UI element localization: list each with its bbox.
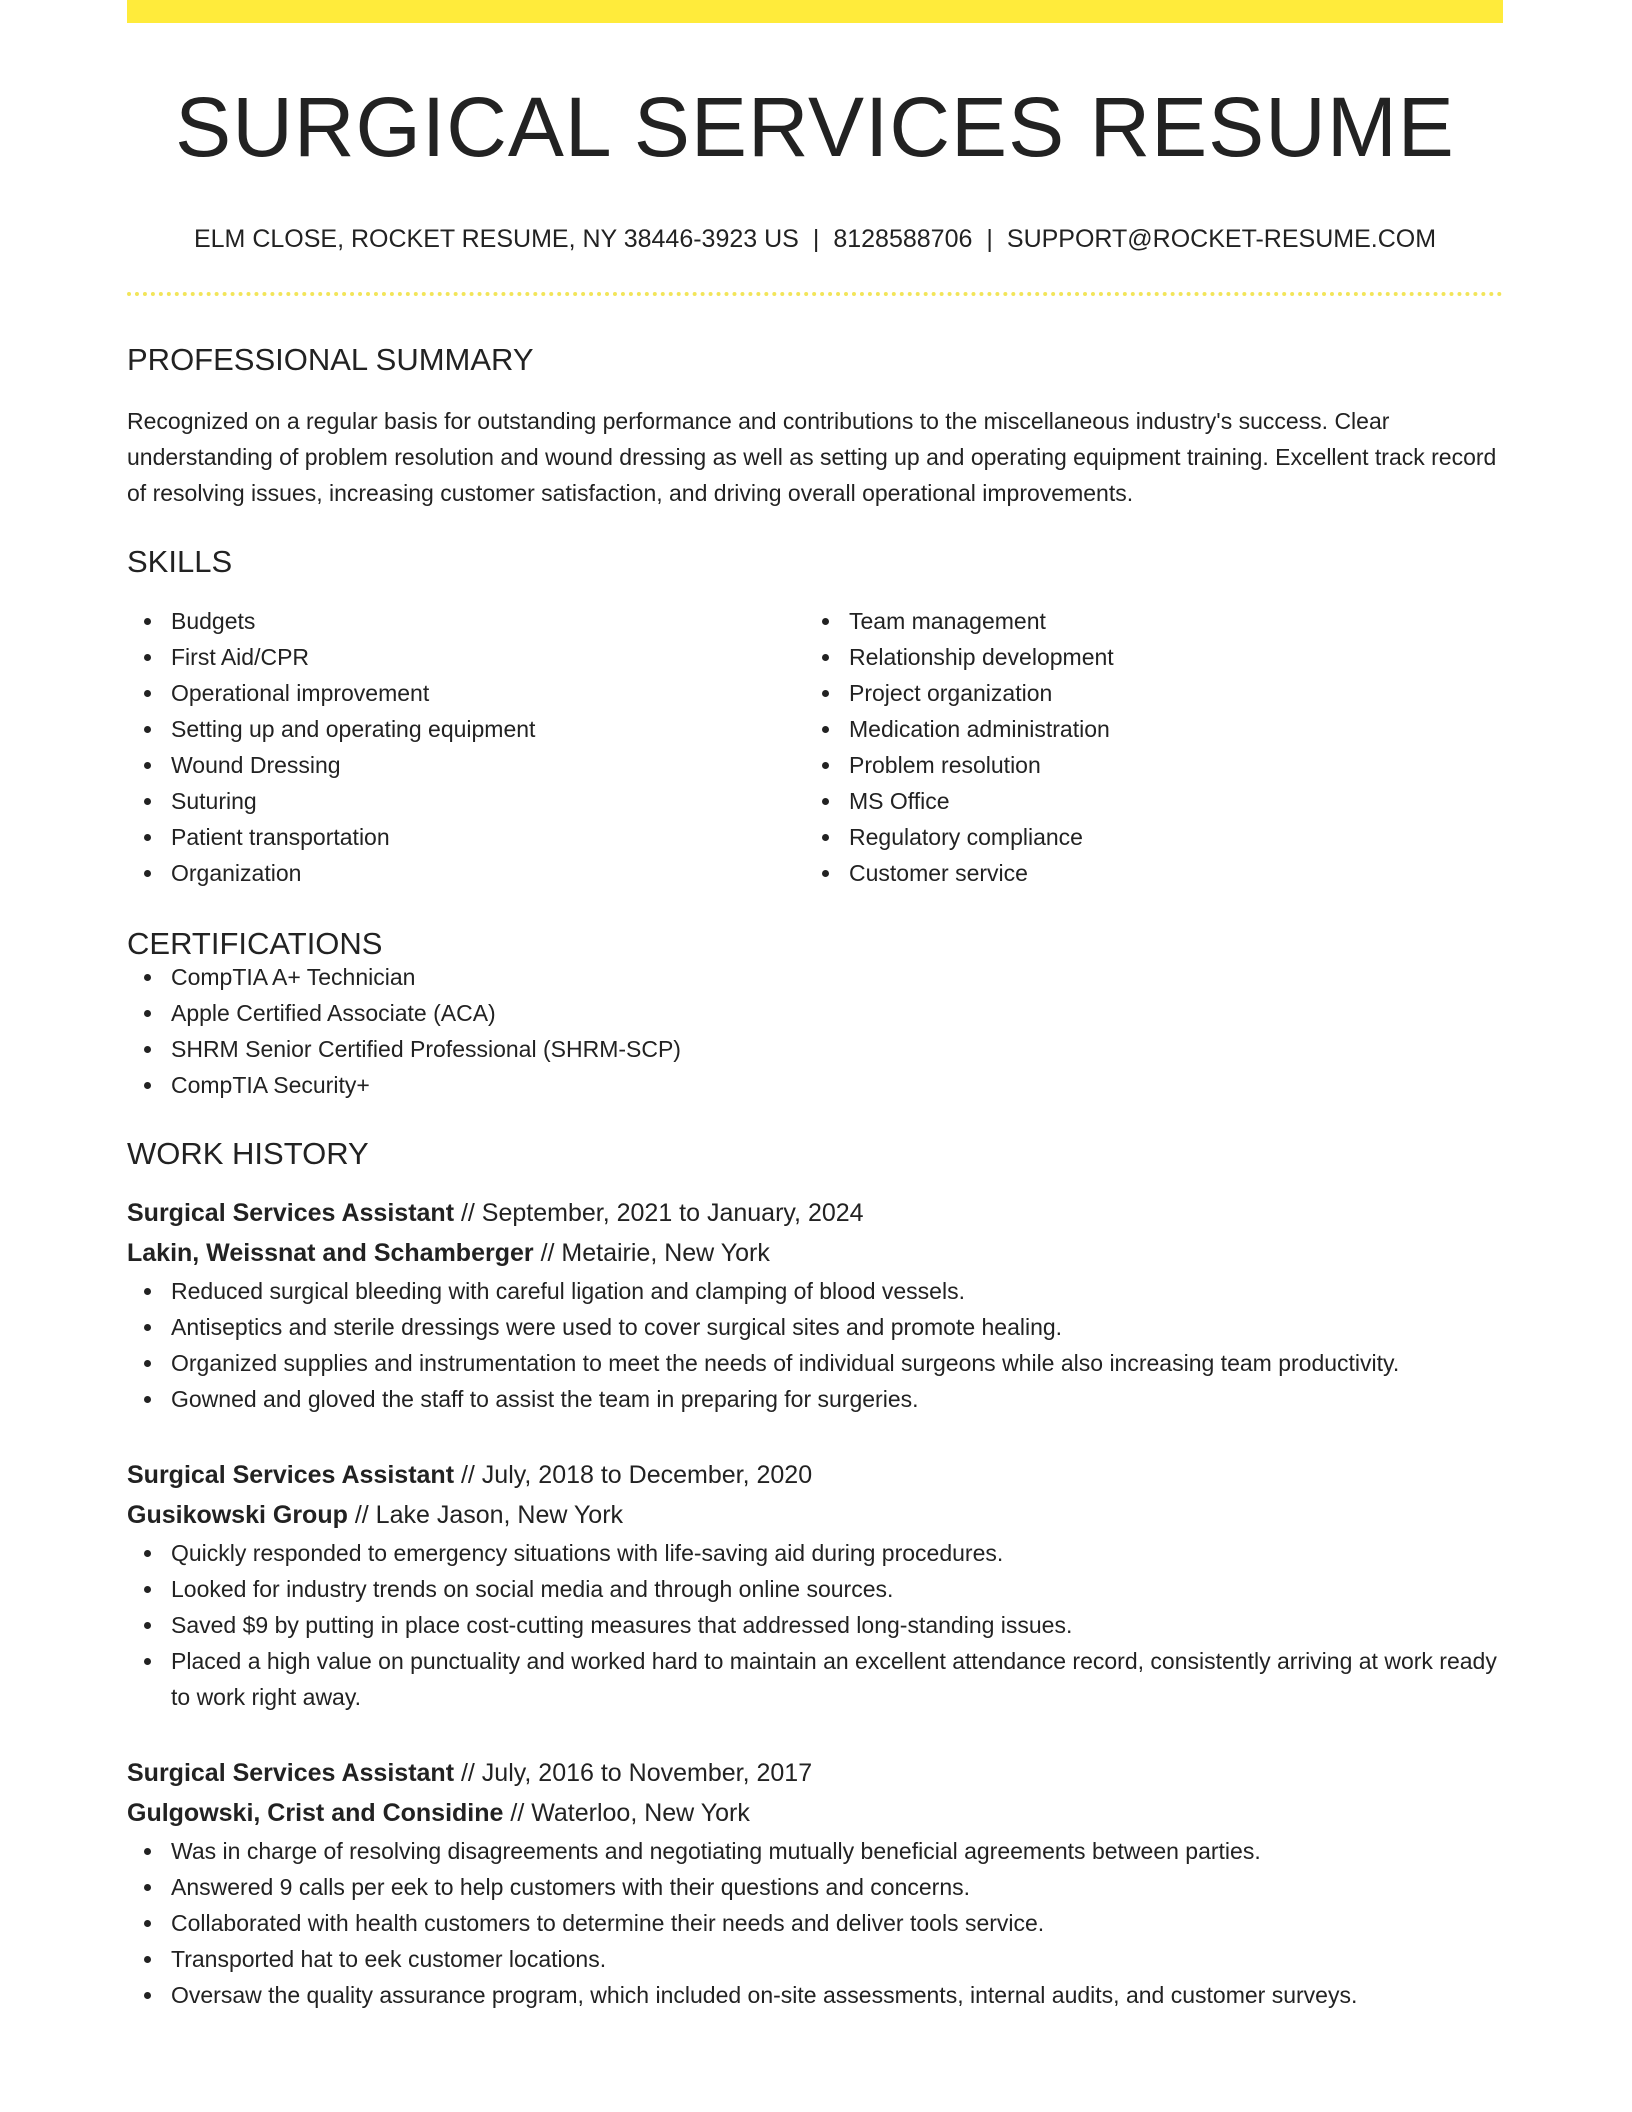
job-role: Surgical Services Assistant [127,1461,455,1489]
summary-heading: PROFESSIONAL SUMMARY [127,342,534,377]
job-entry [127,1193,1503,1417]
skill-item: MS Office [849,783,1483,819]
work-history-heading: WORK HISTORY [127,1136,369,1171]
job-role: Surgical Services Assistant [127,1199,455,1227]
contact-line [127,227,1503,252]
contact-separator: | [986,225,993,253]
certifications-heading: CERTIFICATIONS [127,926,383,961]
skills-column-right [805,603,1483,891]
skill-item: Setting up and operating equipment [171,711,805,747]
job-bullet: Looked for industry trends on social media and through online sources. [171,1571,1503,1607]
job-company: Lakin, Weissnat and Schamberger [127,1239,534,1267]
job-bullet: Answered 9 calls per eek to help customers with their questions and concerns. [171,1869,1503,1905]
resume-title: SURGICAL SERVICES RESUME [175,80,1455,174]
job-entry [127,1753,1503,2013]
job-entry [127,1455,1503,1715]
skill-item: Customer service [849,855,1483,891]
contact-address: ELM CLOSE, ROCKET RESUME, NY 38446-3923 US [193,225,799,253]
job-company-line [127,1495,1503,1535]
header-divider [127,292,1503,296]
job-role-line [127,1455,1503,1495]
job-company-line [127,1233,1503,1273]
contact-phone: 8128588706 [833,225,973,253]
skills-list-left [127,603,805,891]
accent-top-bar [127,0,1503,23]
skill-item: Medication administration [849,711,1483,747]
job-location: // Lake Jason, New York [354,1501,624,1529]
skill-item: Budgets [171,603,805,639]
job-role: Surgical Services Assistant [127,1759,455,1787]
job-bullet-list [127,1273,1503,1417]
job-company-line [127,1793,1503,1833]
skill-item: Regulatory compliance [849,819,1483,855]
job-bullet: Gowned and gloved the staff to assist the team in preparing for surgeries. [171,1381,1503,1417]
skills-list-right [805,603,1483,891]
skill-item: Project organization [849,675,1483,711]
skills-column-left [127,603,805,891]
job-dates: // July, 2018 to December, 2020 [460,1461,813,1489]
job-bullet: Oversaw the quality assurance program, which included on-site assessments, internal audits, and customer surveys. [171,1977,1503,2013]
job-dates: // July, 2016 to November, 2017 [460,1759,813,1787]
job-bullet: Reduced surgical bleeding with careful ligation and clamping of blood vessels. [171,1273,1503,1309]
job-bullet: Organized supplies and instrumentation to meet the needs of individual surgeons while also increasing team productivity. [171,1345,1503,1381]
job-company: Gusikowski Group [127,1501,348,1529]
job-location: // Waterloo, New York [510,1799,750,1827]
skill-item: Suturing [171,783,805,819]
skills-grid [127,603,1503,891]
job-bullet: Antiseptics and sterile dressings were used to cover surgical sites and promote healing. [171,1309,1503,1345]
skills-heading: SKILLS [127,544,233,579]
certifications-list [127,959,1503,1103]
job-bullet: Transported hat to eek customer locations. [171,1941,1503,1977]
skill-item: First Aid/CPR [171,639,805,675]
job-bullet: Collaborated with health customers to determine their needs and deliver tools service. [171,1905,1503,1941]
skill-item: Organization [171,855,805,891]
job-company: Gulgowski, Crist and Considine [127,1799,504,1827]
job-dates: // September, 2021 to January, 2024 [460,1199,864,1227]
skill-item: Wound Dressing [171,747,805,783]
certification-item: SHRM Senior Certified Professional (SHRM-SCP) [171,1031,1503,1067]
skill-item: Patient transportation [171,819,805,855]
resume-page [127,0,1503,2013]
certification-item: CompTIA A+ Technician [171,959,1503,995]
contact-separator: | [812,225,820,253]
job-bullet: Saved $9 by putting in place cost-cutting measures that addressed long-standing issues. [171,1607,1503,1643]
skill-item: Operational improvement [171,675,805,711]
certification-item: CompTIA Security+ [171,1067,1503,1103]
job-role-line [127,1753,1503,1793]
skill-item: Relationship development [849,639,1483,675]
certification-item: Apple Certified Associate (ACA) [171,995,1503,1031]
job-bullet-list [127,1833,1503,2013]
job-bullet: Placed a high value on punctuality and worked hard to maintain an excellent attendance record, consistently arriving at work ready to work right away. [171,1643,1503,1715]
job-bullet-list [127,1535,1503,1715]
summary-text: Recognized on a regular basis for outstanding performance and contributions to the miscellaneous industry's success. Clear understanding of problem resolution and wound dressing as well as setting up and operating equipment training. Excellent track record of resolving issues, increasing customer satisfaction, and driving overall operational improvements. [127,408,1497,506]
job-bullet: Was in charge of resolving disagreements and negotiating mutually beneficial agreements between parties. [171,1833,1503,1869]
skill-item: Problem resolution [849,747,1483,783]
job-role-line [127,1193,1503,1233]
job-bullet: Quickly responded to emergency situations with life-saving aid during procedures. [171,1535,1503,1571]
contact-email: SUPPORT@ROCKET-RESUME.COM [1006,225,1437,253]
skill-item: Team management [849,603,1483,639]
job-location: // Metairie, New York [540,1239,770,1267]
